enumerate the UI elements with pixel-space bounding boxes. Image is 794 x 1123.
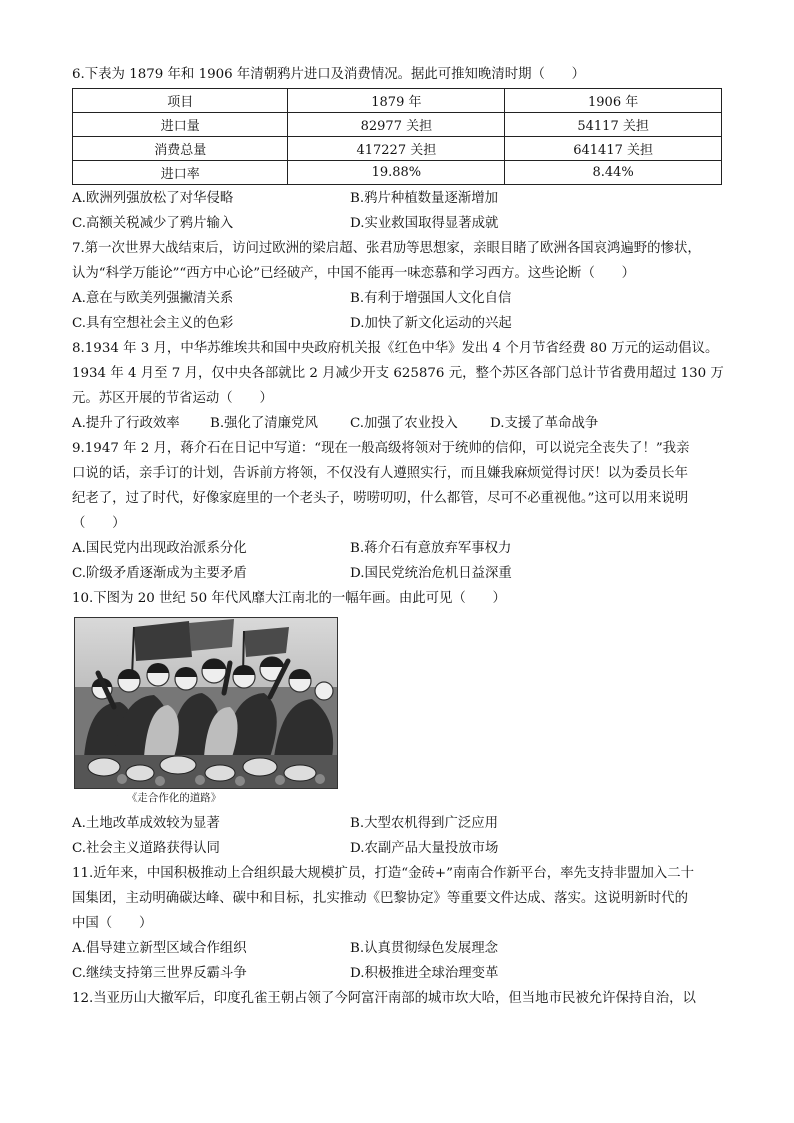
q7-options-row2 <box>72 311 724 336</box>
table-cell: 641417 关担 <box>505 137 722 161</box>
option-a[interactable]: A.欧洲列强放松了对华侵略 <box>72 191 234 206</box>
option-d[interactable]: D.实业救国取得显著成就 <box>350 216 499 231</box>
option-d[interactable]: D.积极推进全球治理变革 <box>350 966 499 981</box>
option-a[interactable]: A.国民党内出现政治派系分化 <box>72 541 247 556</box>
q9-stem-line: 9.1947 年 2 月，蒋介石在日记中写道：“现在一般高级将领对于统帅的信仰，可以说完全丧失了！”我亲 <box>72 441 690 456</box>
table-row <box>73 113 722 137</box>
q10-options-row2 <box>72 836 724 861</box>
q11-stem-line: 中国（ ） <box>72 916 153 931</box>
q10-options-row1 <box>72 811 724 836</box>
q7-options-row1 <box>72 286 724 311</box>
q12-stem-line: 12.当亚历山大撤军后，印度孔雀王朝占领了今阿富汗南部的城市坎大哈，但当地市民被允许保持自治，以 <box>72 991 696 1006</box>
q8-stem-line: 8.1934 年 3 月，中华苏维埃共和国中央政府机关报《红色中华》发出 4 个月节省经费 80 万元的运动倡议。 <box>72 341 719 356</box>
option-d[interactable]: D.农副产品大量投放市场 <box>350 841 499 856</box>
option-b[interactable]: B.蒋介石有意放弃军事权力 <box>350 541 512 556</box>
table-header-row <box>73 89 722 113</box>
q8-options-row <box>72 411 724 436</box>
option-a[interactable]: A.土地改革成效较为显著 <box>72 816 220 831</box>
q10-stem: 10.下图为 20 世纪 50 年代风靡大江南北的一幅年画。由此可见（ ） <box>72 591 506 606</box>
option-d[interactable]: D.国民党统治危机日益深重 <box>350 566 512 581</box>
q8-stem-line: 元。苏区开展的节省运动（ ） <box>72 391 273 406</box>
table-row <box>73 161 722 185</box>
q7-stem-line: 认为“科学万能论”“西方中心论”已经破产，中国不能再一味恋慕和学习西方。这些论断（ ） <box>72 266 636 281</box>
option-a[interactable]: A.倡导建立新型区域合作组织 <box>72 941 247 956</box>
q7-stem-line: 7.第一次世界大战结束后，访问过欧洲的梁启超、张君劢等思想家，亲眼目睹了欧洲各国哀鸿遍野的惨状， <box>72 241 701 256</box>
q11-options-row2 <box>72 961 724 986</box>
q9-stem-line: 纪老了，过了时代，好像家庭里的一个老头子，唠唠叨叨，什么都管，尽可不必重视他。”这可以用来说明 <box>72 491 689 506</box>
table-row <box>73 137 722 161</box>
q11-stem-line: 11.近年来，中国积极推动上合组织最大规模扩员，打造“金砖+”南南合作新平台，率先支持非盟加入二十 <box>72 866 695 881</box>
q11-options-row1 <box>72 936 724 961</box>
q6-options-row2 <box>72 211 724 236</box>
option-c[interactable]: C.社会主义道路获得认同 <box>72 841 220 856</box>
table-header-cell: 1879 年 <box>288 89 505 113</box>
new-year-painting-image <box>74 617 338 789</box>
option-b[interactable]: B.鸦片种植数量逐渐增加 <box>350 191 499 206</box>
option-d[interactable]: D.加快了新文化运动的兴起 <box>350 316 512 331</box>
table-cell: 8.44% <box>505 161 722 185</box>
figure-caption: 《走合作化的道路》 <box>126 792 222 804</box>
q6-stem: 6.下表为 1879 年和 1906 年清朝鸦片进口及消费情况。据此可推知晚清时期（ ） <box>72 67 586 82</box>
option-b[interactable]: B.有利于增强国人文化自信 <box>350 291 512 306</box>
q11-stem-line: 国集团，主动明确碳达峰、碳中和目标，扎实推动《巴黎协定》等重要文件达成、落实。这说明新时代的 <box>72 891 688 906</box>
table-cell: 417227 关担 <box>288 137 505 161</box>
option-b[interactable]: B.大型农机得到广泛应用 <box>350 816 499 831</box>
table-cell: 进口率 <box>73 161 288 185</box>
table-cell: 进口量 <box>73 113 288 137</box>
option-a[interactable]: A.提升了行政效率 <box>72 416 180 431</box>
q8-stem-line: 1934 年 4 月至 7 月，仅中央各部就比 2 月减少开支 625876 元，整个苏区各部门总计节省费用超过 130 万 <box>72 366 724 381</box>
q9-options-row1 <box>72 536 724 561</box>
option-c[interactable]: C.具有空想社会主义的色彩 <box>72 316 234 331</box>
table-cell: 19.88% <box>288 161 505 185</box>
option-c[interactable]: C.加强了农业投入 <box>350 416 458 431</box>
option-c[interactable]: C.阶级矛盾逐渐成为主要矛盾 <box>72 566 247 581</box>
option-a[interactable]: A.意在与欧美列强撇清关系 <box>72 291 234 306</box>
exam-page <box>72 62 724 1011</box>
option-c[interactable]: C.继续支持第三世界反霸斗争 <box>72 966 247 981</box>
new-year-painting-figure <box>74 617 342 805</box>
table-cell: 54117 关担 <box>505 113 722 137</box>
q6-options-row1 <box>72 186 724 211</box>
q9-options-row2 <box>72 561 724 586</box>
option-d[interactable]: D.支援了革命战争 <box>490 416 599 431</box>
table-header-cell: 1906 年 <box>505 89 722 113</box>
option-c[interactable]: C.高额关税减少了鸦片输入 <box>72 216 234 231</box>
option-b[interactable]: B.强化了清廉党风 <box>210 416 318 431</box>
q9-stem-line: 口说的话，亲手订的计划，告诉前方将领，不仅没有人遵照实行，而且嫌我麻烦觉得讨厌！以为委员长年 <box>72 466 688 481</box>
table-cell: 消费总量 <box>73 137 288 161</box>
q9-stem-line: （ ） <box>72 516 126 531</box>
table-header-cell: 项目 <box>73 89 288 113</box>
table-cell: 82977 关担 <box>288 113 505 137</box>
opium-table <box>72 88 722 185</box>
option-b[interactable]: B.认真贯彻绿色发展理念 <box>350 941 499 956</box>
